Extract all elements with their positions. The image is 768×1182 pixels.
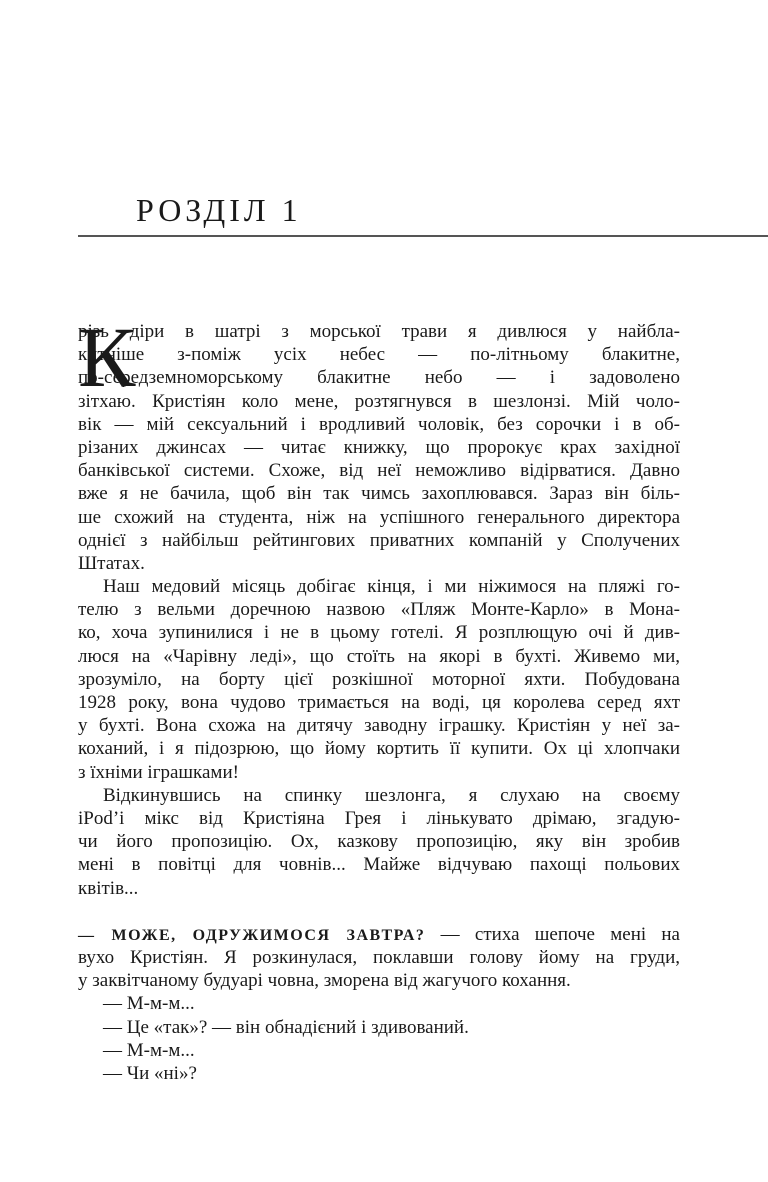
text-line: Наш медовий місяць добігає кінця, і ми ніжимося на пляжі го- bbox=[103, 576, 680, 598]
text-line: коханий, і я підозрюю, що йому кортить її купити. Ох ці хлопчаки bbox=[78, 738, 680, 760]
dialog-reply: — Це «так»? — він обнадієний і здивований. bbox=[103, 1016, 469, 1038]
text-line: вже я не бачила, щоб він так чимсь захоплювався. Зараз він біль- bbox=[78, 483, 680, 505]
text-line: зітхаю. Кристіян коло мене, розтягнувся в шезлонзі. Мій чоло- bbox=[78, 390, 680, 412]
section-break bbox=[78, 900, 680, 923]
text-line: ко, хоча зупинилися і не в цьому готелі. Я розплющую очі й див- bbox=[78, 622, 680, 644]
text-line: по-середземноморському блакитне небо — і задоволено bbox=[78, 367, 680, 389]
chapter-title: РОЗДІЛ 1 bbox=[136, 192, 302, 228]
opening-paragraph bbox=[78, 309, 680, 575]
text-line: iPod’і мікс від Кристіяна Грея і лінькувато дрімаю, згадую- bbox=[78, 807, 680, 829]
dialog-reply: — М-м-м... bbox=[103, 993, 195, 1015]
text-line: різь діри в шатрі з морської трави я дивлюся у найбла- bbox=[78, 321, 680, 342]
paragraph-3 bbox=[78, 784, 680, 900]
text-line: чи його пропозицію. Ох, казкову пропозицію, яку він зробив bbox=[78, 831, 680, 853]
text-line: телю з вельми доречною назвою «Пляж Монте-Карло» в Мона- bbox=[78, 599, 680, 621]
text-line: 1928 року, вона чудово тримається на воді, ця королева серед яхт bbox=[78, 692, 680, 713]
caps-lead: — МОЖЕ, ОДРУЖИМОСЯ ЗАВТРА? bbox=[78, 926, 426, 944]
text-line: люся на «Чарівну леді», що стоїть на якорі в бухті. Живемо ми, bbox=[78, 645, 680, 667]
text-line: з їхніми іграшками! bbox=[78, 761, 239, 783]
text-line: зрозуміло, на борту цієї розкішної моторної яхти. Побудована bbox=[78, 668, 680, 690]
text-line: вік — мій сексуальний і вродливий чоловік, без сорочки і в об- bbox=[78, 413, 680, 435]
text-line: китніше з-поміж усіх небес — по-літньому блакитне, bbox=[78, 344, 680, 366]
paragraph-2 bbox=[78, 575, 680, 784]
dialog-reply: — Чи «ні»? bbox=[103, 1063, 197, 1084]
text-line: ше схожий на студента, ніж на успішного генерального директора bbox=[78, 506, 680, 528]
text-line bbox=[78, 923, 680, 946]
page-body bbox=[78, 309, 680, 1085]
text-line: мені в повітці для човнів... Майже відчуваю пахощі польових bbox=[78, 854, 680, 876]
text-line: банківської системи. Схоже, від неї неможливо відірватися. Давно bbox=[78, 460, 680, 482]
chapter-divider bbox=[78, 235, 768, 237]
drop-cap: К bbox=[78, 309, 136, 405]
text-line: однієї з найбільш рейтингових приватних компаній у Сполучених bbox=[78, 529, 680, 551]
text-line: різаних джинсах — читає книжку, що пророкує крах західної bbox=[78, 436, 680, 458]
dialog-section bbox=[78, 923, 680, 1085]
dialog-first-rest: — стиха шепоче мені на bbox=[425, 923, 680, 945]
text-line: вухо Кристіян. Я розкинулася, поклавши голову йому на груди, bbox=[78, 947, 680, 969]
text-line: Відкинувшись на спинку шезлонга, я слухаю на своєму bbox=[103, 784, 680, 806]
text-line: Штатах. bbox=[78, 552, 145, 574]
text-line: квітів... bbox=[78, 877, 139, 899]
text-line: у заквітчаному будуарі човна, зморена від жагучого кохання. bbox=[78, 970, 571, 992]
dialog-reply: — М-м-м... bbox=[103, 1039, 195, 1061]
text-line: у бухті. Вона схожа на дитячу заводну іграшку. Кристіян у неї за- bbox=[78, 715, 680, 737]
